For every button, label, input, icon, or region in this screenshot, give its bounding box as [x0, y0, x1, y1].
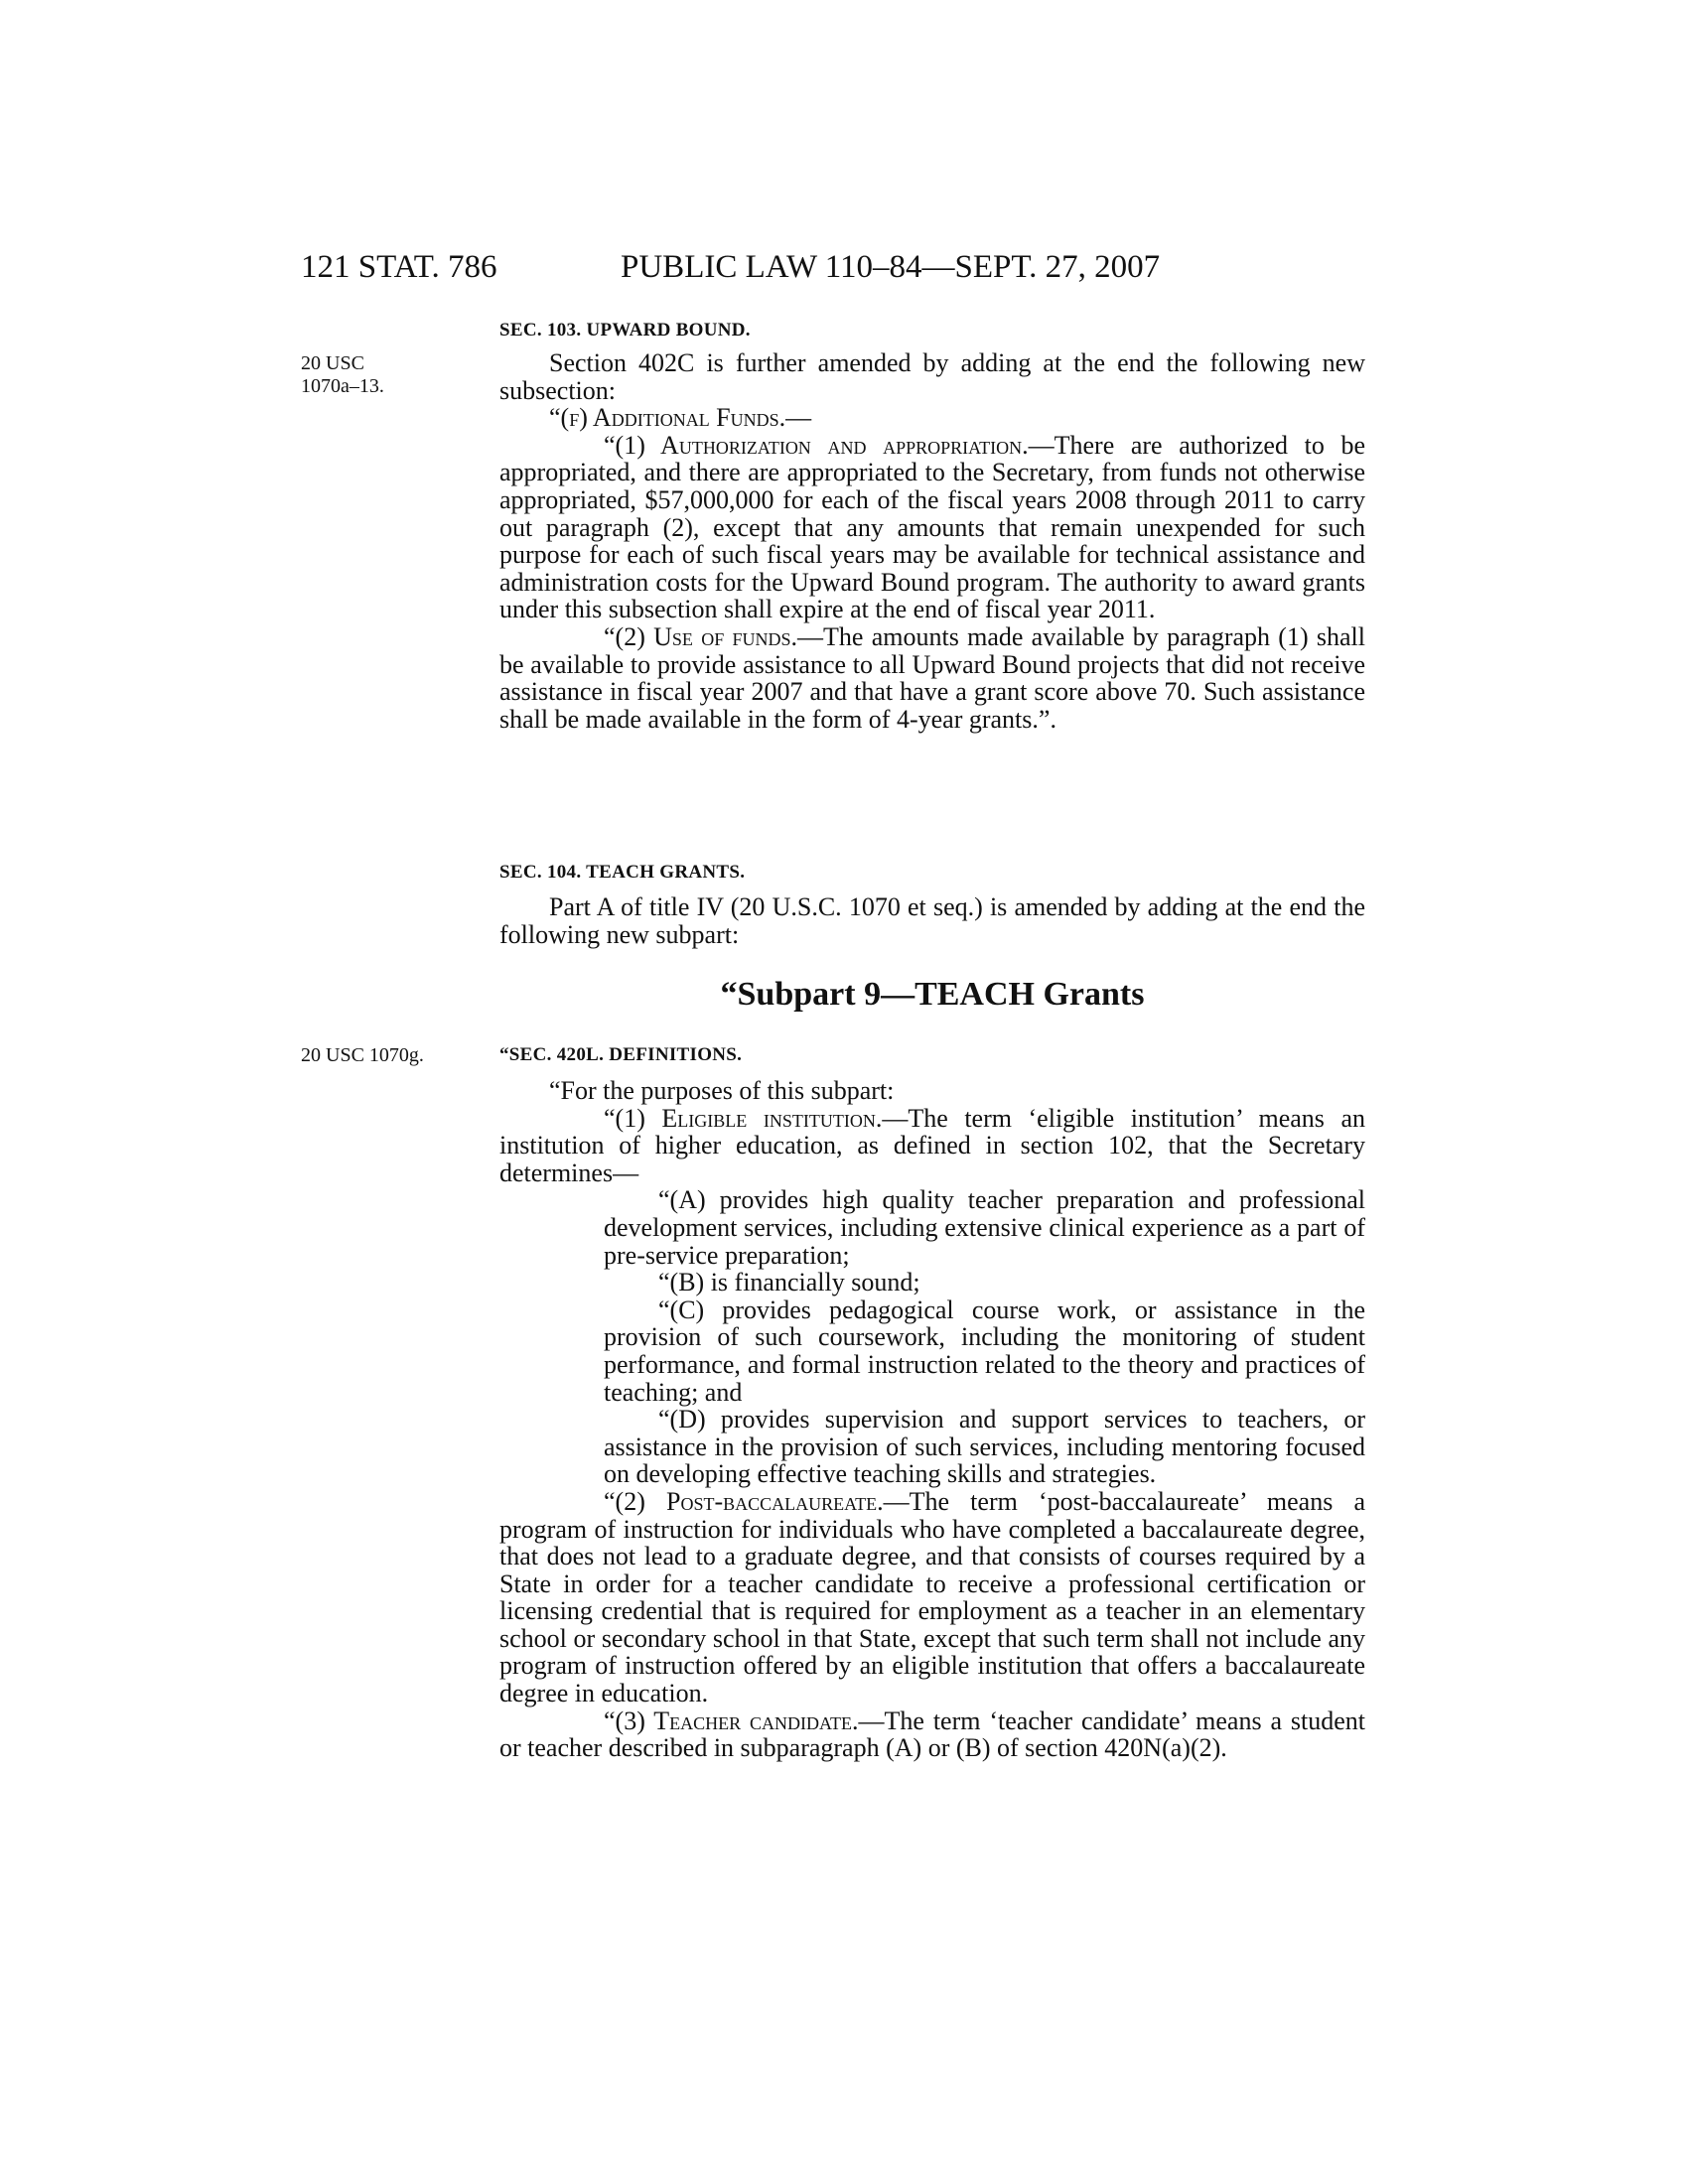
definition-1-a: “(A) provides high quality teacher preparation and professional development services, including extensive clinical experience as a part of pre-service preparation; — [604, 1185, 1365, 1270]
definition-3-label: “(3) Teacher candidate. — [604, 1706, 859, 1735]
definition-2-text: —The term ‘post-baccalaureate’ means a program of instruction for individuals who have completed a baccalaureate degree, that does not lead to a graduate degree, and that consists of courses required by a State in order for a teacher candidate to receive a professional certification or licensing credential that is required for employment as a teacher in an elementary school or secondary school in that State, except that such term shall not include any program of instruction offered by an eligible institution that offers a baccalaureate degree in education. — [499, 1486, 1366, 1708]
definition-1-d: “(D) provides supervision and support services to teachers, or assistance in the provision of such services, including mentoring focused on developing effective teaching skills and strategies. — [604, 1405, 1365, 1489]
paragraph-1 — [499, 432, 1365, 623]
running-header: PUBLIC LAW 110–84—SEPT. 27, 2007 — [621, 249, 1161, 285]
page-citation: 121 STAT. 786 — [301, 249, 497, 285]
definition-3-text: —The term ‘teacher candidate’ means a student or teacher described in subparagraph (A) or (B) of section 420N(a)(2). — [499, 1706, 1365, 1763]
definition-1 — [499, 1105, 1365, 1187]
paragraph-2-label: “(2) Use of funds. — [604, 621, 798, 651]
section-104-heading: SEC. 104. TEACH GRANTS. — [499, 862, 746, 883]
section-420l-heading: “SEC. 420L. DEFINITIONS. — [499, 1044, 743, 1065]
definition-3 — [499, 1707, 1365, 1762]
section-104-body — [499, 893, 1365, 948]
margin-citation-line-1: 20 USC — [301, 352, 364, 374]
section-103-body — [499, 349, 1365, 733]
paragraph-1-label: “(1) Authorization and appropriation. — [604, 430, 1029, 460]
definition-1-label: “(1) Eligible institution. — [604, 1103, 883, 1133]
section-103-heading: SEC. 103. UPWARD BOUND. — [499, 320, 751, 341]
paragraph-2 — [499, 623, 1365, 733]
definition-2-label: “(2) Post-baccalaureate. — [604, 1486, 884, 1516]
definition-1-c: “(C) provides pedagogical course work, or assistance in the provision of such coursework, including the monitoring of student performance, and formal instruction related to the theory and practices of teaching; and — [604, 1295, 1365, 1407]
definition-1-b: “(B) is financially sound; — [658, 1268, 920, 1297]
section-420l-body — [499, 1077, 1365, 1762]
definition-2 — [499, 1488, 1365, 1707]
definition-1-text: —The term ‘eligible institution’ means an institution of higher education, as defined in section 102, that the Secretary determines— — [499, 1103, 1365, 1187]
subsection-f-label: “(f) Additional Funds.— — [549, 403, 812, 433]
purposes-line: “For the purposes of this subpart: — [549, 1076, 895, 1105]
paragraph-1-text: —There are authorized to be appropriated, and there are appropriated to the Secretary, from funds not otherwise appropriated, $57,000,000 for each of the fiscal years 2008 through 2011 to carry out paragraph (2), except that any amounts that remain unexpended for such purpose for each of such fiscal years may be available for technical assistance and administration costs for the Upward Bound program. The authority to award grants under this subsection shall expire at the end of fiscal year 2011. — [499, 430, 1365, 624]
margin-citation-420l: 20 USC 1070g. — [301, 1044, 424, 1066]
section-103-intro: Section 402C is further amended by adding at the end the following new subsection: — [499, 348, 1365, 405]
section-104-intro: Part A of title IV (20 U.S.C. 1070 et seq.) is amended by adding at the end the following new subpart: — [499, 892, 1365, 949]
subsection-f-heading — [499, 404, 1365, 432]
margin-citation-103 — [301, 352, 384, 398]
subpart-title: “Subpart 9—TEACH Grants — [720, 976, 1145, 1013]
margin-citation-line-2: 1070a–13. — [301, 375, 384, 397]
paragraph-2-text: —The amounts made available by paragraph (1) shall be available to provide assistance to all Upward Bound projects that did not receive assistance in fiscal year 2007 and that have a grant score above 70. Such assistance shall be made available in the form of 4-year grants.”. — [499, 621, 1365, 734]
